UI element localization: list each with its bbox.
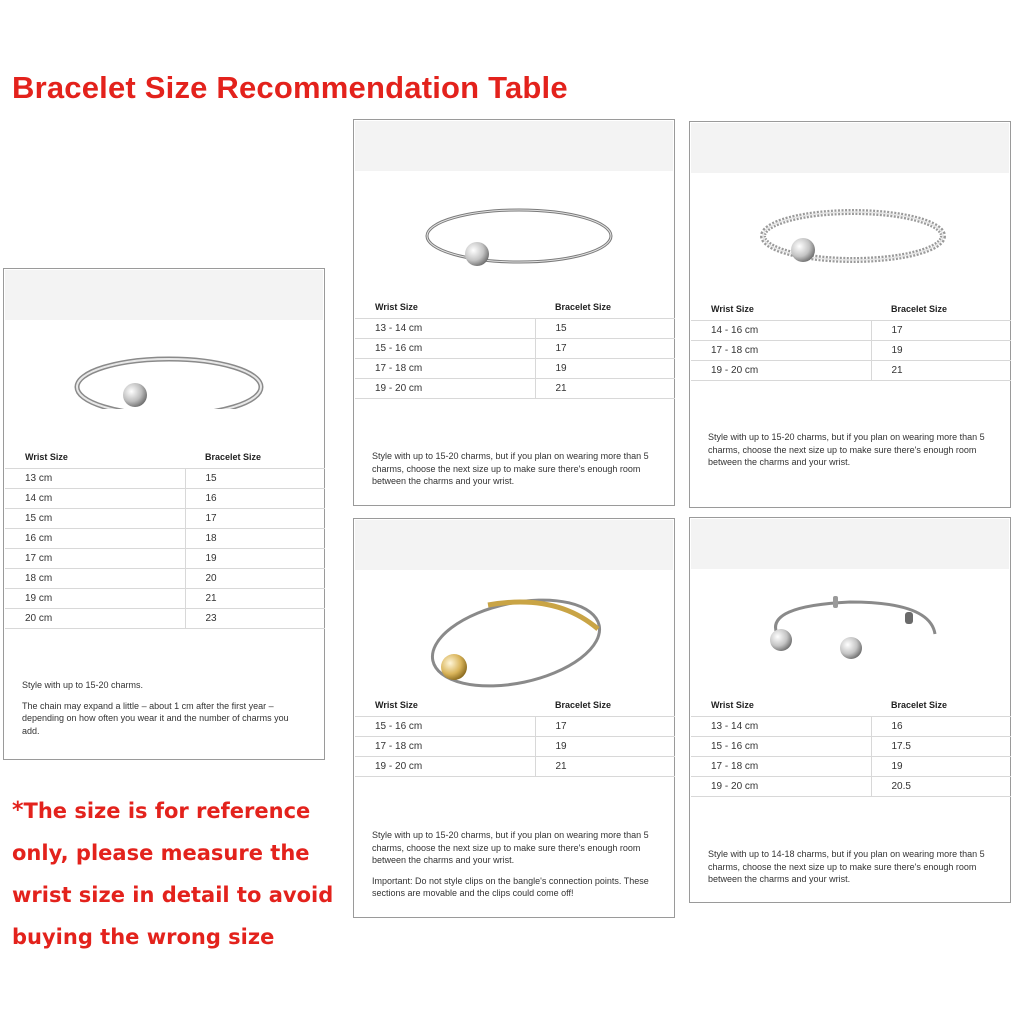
wrist-cell: 14 cm: [5, 489, 185, 509]
wrist-cell: 14 - 16 cm: [691, 321, 871, 341]
wrist-cell: 19 - 20 cm: [691, 361, 871, 381]
bracelet-cell: 21: [871, 361, 1011, 381]
bracelet-cell: 16: [871, 717, 1011, 737]
card-description: [22, 679, 307, 745]
table-row: [691, 777, 1011, 797]
bracelet-size-header: Bracelet Size: [891, 700, 948, 710]
wrist-size-header: Wrist Size: [375, 700, 418, 710]
bracelet-cell: 16: [185, 489, 325, 509]
table-row: [691, 321, 1011, 341]
page-title: Bracelet Size Recommendation Table: [12, 70, 568, 105]
bracelet-cell: 18: [185, 529, 325, 549]
table-row: [5, 469, 325, 489]
note-line: wrist size in detail to avoid: [12, 883, 334, 907]
open-bangle-image: [755, 594, 955, 674]
wrist-cell: 17 - 18 cm: [691, 341, 871, 361]
size-table: [5, 446, 325, 629]
bracelet-cell: 17: [535, 717, 675, 737]
table-row: [355, 757, 675, 777]
table-row: [691, 737, 1011, 757]
bracelet-size-header: Bracelet Size: [891, 304, 948, 314]
card-header-band: [691, 123, 1009, 173]
wrist-cell: 13 - 14 cm: [355, 319, 535, 339]
card-header-band: [691, 519, 1009, 569]
size-table: [691, 298, 1011, 381]
table-row: [691, 361, 1011, 381]
bracelet-size-header: Bracelet Size: [555, 700, 612, 710]
size-card-mesh-bangle: [689, 121, 1011, 508]
table-row: [355, 359, 675, 379]
table-row: [5, 609, 325, 629]
bracelet-cell: 19: [535, 359, 675, 379]
bracelet-cell: 17: [871, 321, 1011, 341]
bracelet-cell: 20.5: [871, 777, 1011, 797]
wrist-cell: 18 cm: [5, 569, 185, 589]
mesh-bracelet-image: [753, 202, 953, 282]
wrist-size-header: Wrist Size: [711, 304, 754, 314]
wrist-cell: 15 cm: [5, 509, 185, 529]
bracelet-cell: 17: [535, 339, 675, 359]
card-description: [708, 431, 998, 477]
bracelet-cell: 21: [535, 757, 675, 777]
size-table: [355, 694, 675, 777]
description-text: Important: Do not style clips on the bangle's connection points. These sections are movable and the clips could come off!: [372, 875, 649, 898]
wrist-size-header: Wrist Size: [375, 302, 418, 312]
size-table: [355, 296, 675, 399]
wrist-cell: 15 - 16 cm: [355, 339, 535, 359]
card-description: [372, 450, 657, 496]
table-row: [691, 717, 1011, 737]
description-text: Style with up to 14-18 charms, but if you plan on wearing more than 5 charms, choose the next size up to make sure there's enough room between the charms and your wrist.: [708, 849, 985, 884]
note-line: *The size is for reference: [12, 798, 311, 823]
wrist-cell: 19 cm: [5, 589, 185, 609]
table-row: [5, 489, 325, 509]
size-card-two-tone-bangle: [353, 518, 675, 918]
table-row: [691, 757, 1011, 777]
card-description: [372, 829, 662, 908]
bracelet-cell: 15: [185, 469, 325, 489]
wrist-cell: 19 - 20 cm: [355, 757, 535, 777]
wrist-cell: 19 - 20 cm: [691, 777, 871, 797]
table-row: [5, 529, 325, 549]
wrist-cell: 17 - 18 cm: [355, 359, 535, 379]
table-row: [355, 319, 675, 339]
size-card-open-bangle: [689, 517, 1011, 903]
description-text: Style with up to 15-20 charms, but if you plan on wearing more than 5 charms, choose the next size up to make sure there's enough room between the charms and your wrist.: [708, 432, 985, 467]
size-card-bangle: [353, 119, 675, 506]
table-row: [5, 569, 325, 589]
wrist-cell: 17 - 18 cm: [691, 757, 871, 777]
table-row: [5, 549, 325, 569]
wrist-cell: 13 - 14 cm: [691, 717, 871, 737]
table-row: [355, 339, 675, 359]
table-row: [355, 717, 675, 737]
card-header-band: [355, 520, 673, 570]
bracelet-cell: 23: [185, 609, 325, 629]
description-text: Style with up to 15-20 charms, but if you plan on wearing more than 5 charms, choose the next size up to make sure there's enough room between the charms and your wrist.: [372, 451, 649, 486]
card-header-band: [355, 121, 673, 171]
size-table: [691, 694, 1011, 797]
bracelet-cell: 20: [185, 569, 325, 589]
bracelet-cell: 21: [535, 379, 675, 399]
bracelet-size-header: Bracelet Size: [555, 302, 612, 312]
table-row: [355, 379, 675, 399]
snake-chain-bracelet-image: [69, 329, 269, 409]
table-row: [691, 341, 1011, 361]
two-tone-bangle-image: [426, 591, 606, 691]
bracelet-cell: 19: [185, 549, 325, 569]
bracelet-cell: 17.5: [871, 737, 1011, 757]
wrist-cell: 13 cm: [5, 469, 185, 489]
wrist-cell: 15 - 16 cm: [355, 717, 535, 737]
note-asterisk: *: [12, 798, 24, 823]
bracelet-size-header: Bracelet Size: [205, 452, 262, 462]
bracelet-cell: 21: [185, 589, 325, 609]
reference-note: [12, 790, 342, 958]
note-line: only, please measure the: [12, 841, 310, 865]
bangle-bracelet-image: [419, 198, 619, 278]
wrist-cell: 19 - 20 cm: [355, 379, 535, 399]
wrist-size-header: Wrist Size: [711, 700, 754, 710]
card-description: [708, 848, 998, 894]
description-text: Style with up to 15-20 charms, but if you plan on wearing more than 5 charms, choose the next size up to make sure there's enough room between the charms and your wrist.: [372, 830, 649, 865]
size-card-snake-chain: [3, 268, 325, 760]
description-text: The chain may expand a little – about 1 cm after the first year – depending on how often you wear it and the number of charms you add.: [22, 700, 289, 736]
wrist-size-header: Wrist Size: [25, 452, 68, 462]
wrist-cell: 16 cm: [5, 529, 185, 549]
bracelet-cell: 15: [535, 319, 675, 339]
bracelet-cell: 19: [535, 737, 675, 757]
wrist-cell: 15 - 16 cm: [691, 737, 871, 757]
wrist-cell: 17 cm: [5, 549, 185, 569]
description-text: Style with up to 15-20 charms.: [22, 680, 144, 690]
bracelet-cell: 17: [185, 509, 325, 529]
wrist-cell: 17 - 18 cm: [355, 737, 535, 757]
wrist-cell: 20 cm: [5, 609, 185, 629]
bracelet-cell: 19: [871, 341, 1011, 361]
bracelet-cell: 19: [871, 757, 1011, 777]
card-header-band: [5, 270, 323, 320]
table-row: [5, 589, 325, 609]
note-line: buying the wrong size: [12, 925, 275, 949]
table-row: [5, 509, 325, 529]
table-row: [355, 737, 675, 757]
